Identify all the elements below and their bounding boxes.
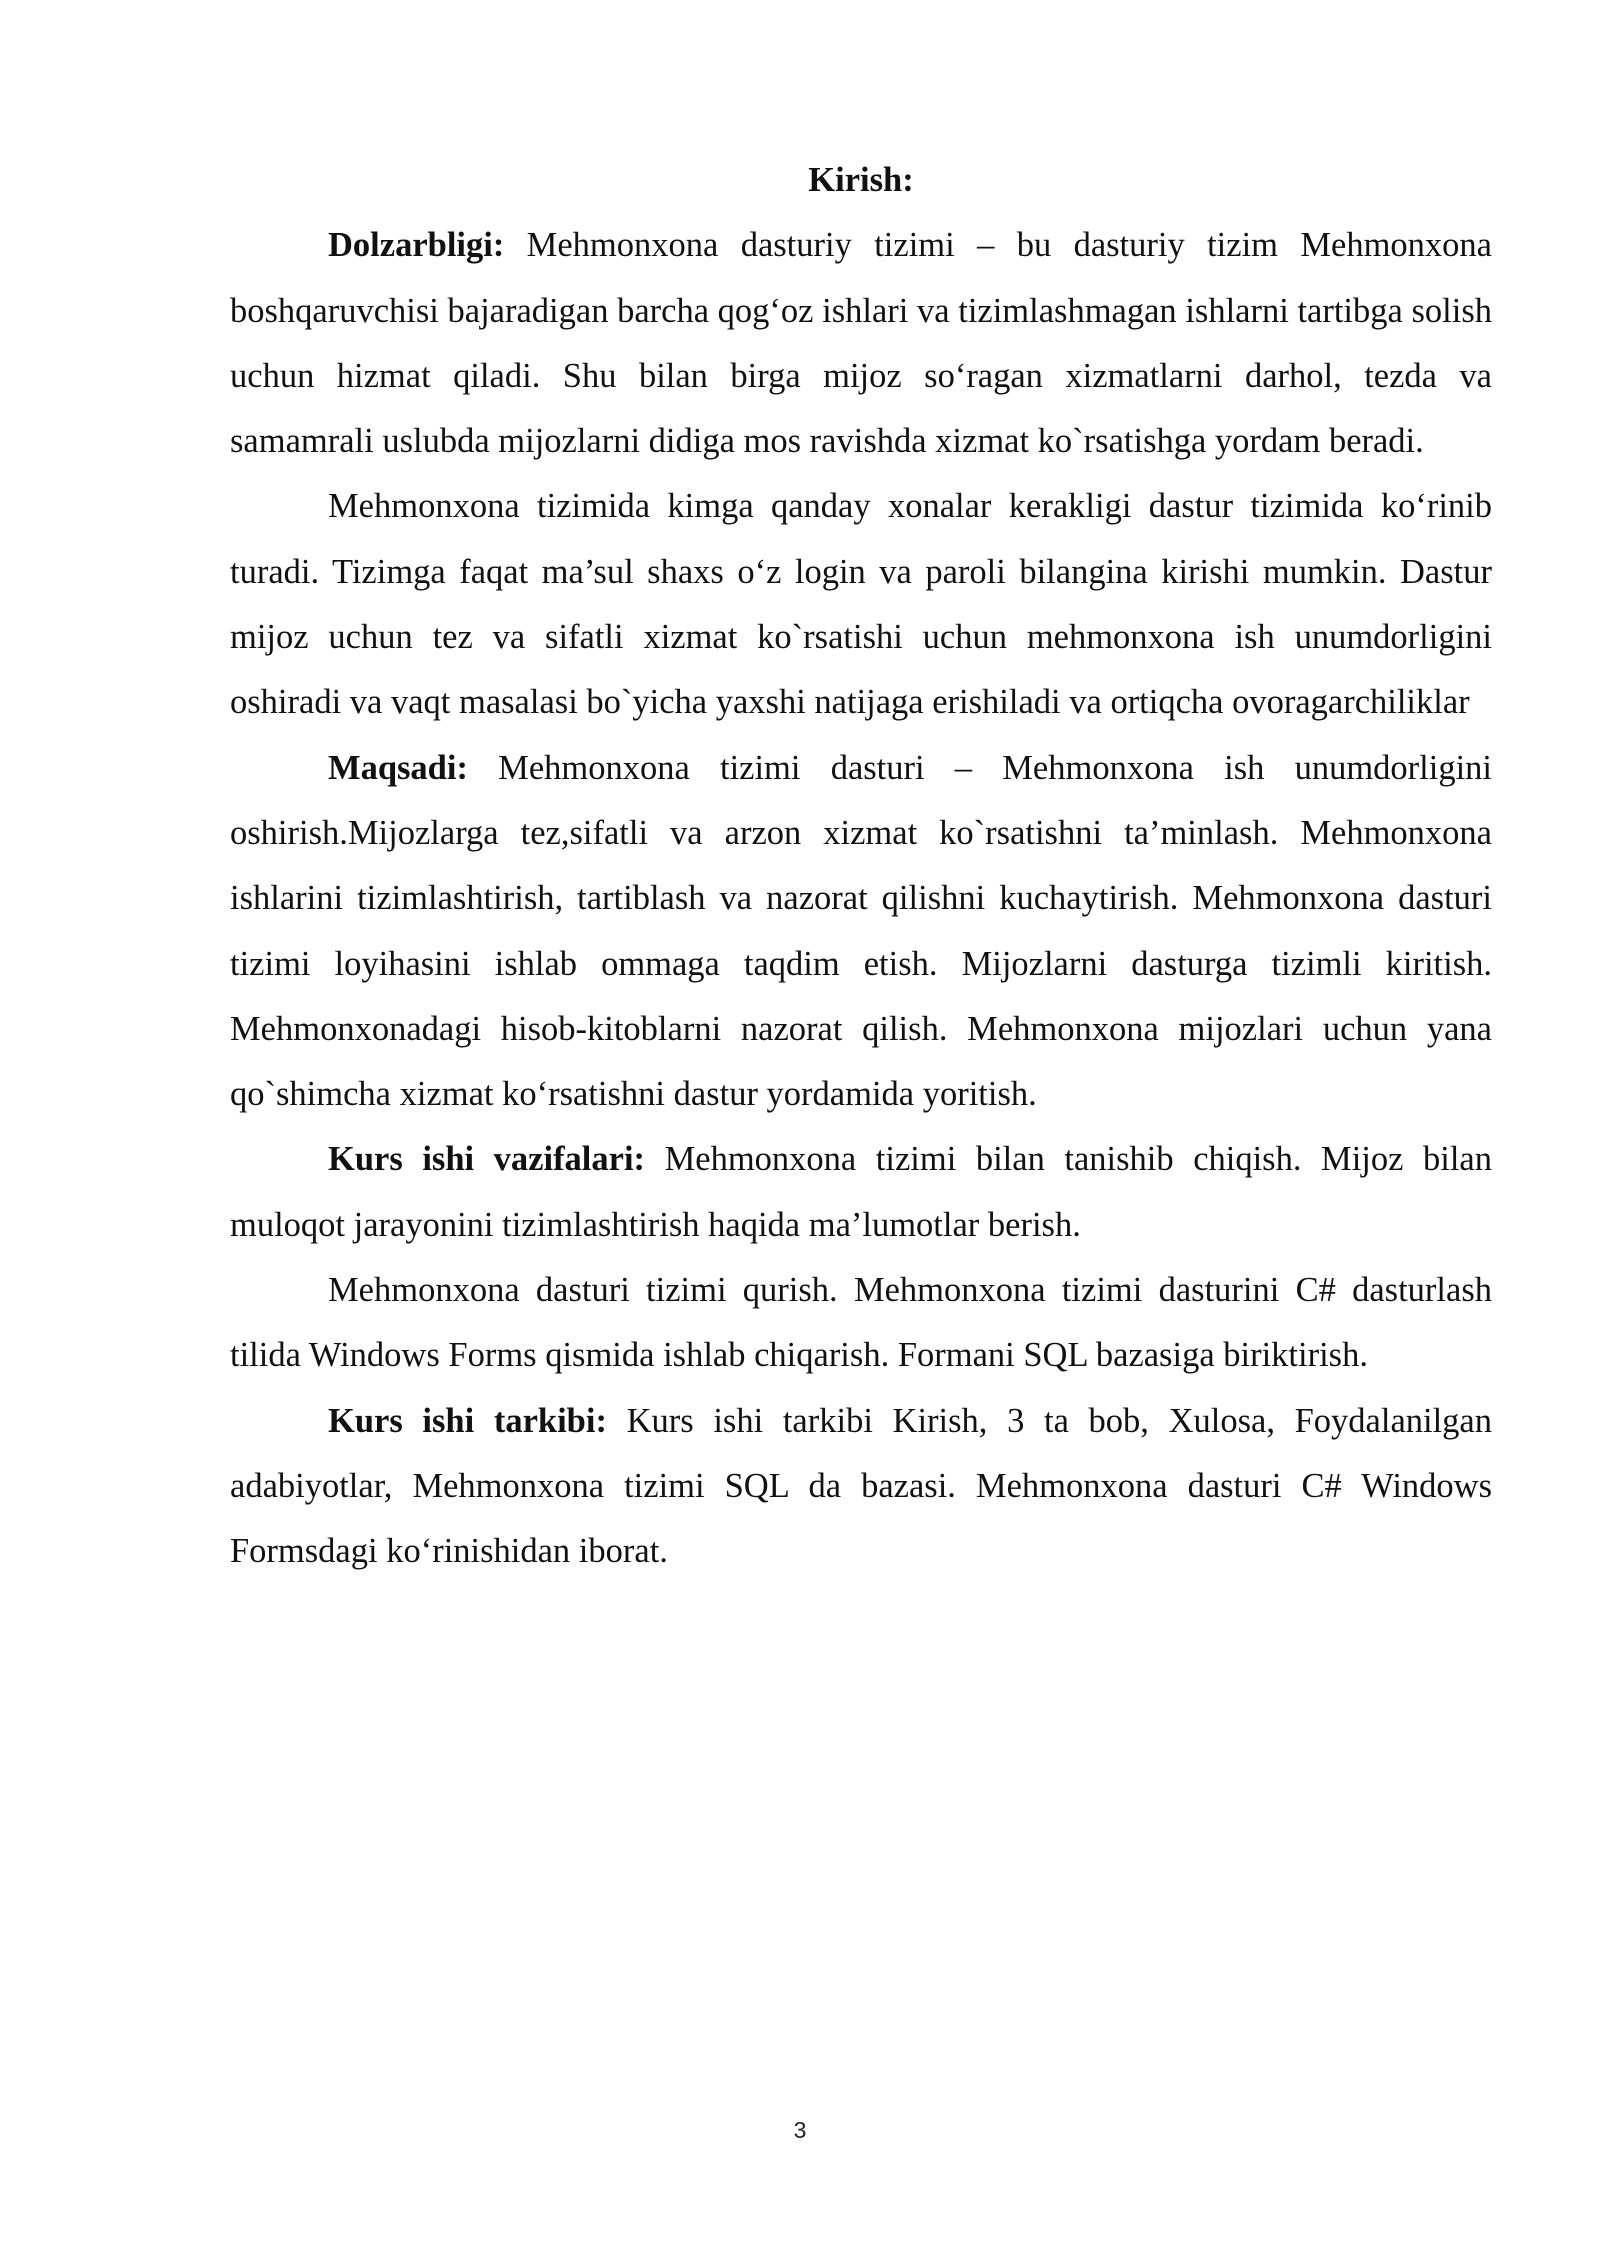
paragraph-lead: Kurs ishi vazifalari: — [328, 1140, 646, 1179]
paragraph-qurish — [230, 1258, 1492, 1389]
paragraph-text: Kurs ishi tarkibi Kirish, 3 ta bob, Xulosa, Foydalanilgan adabiyotlar, Mehmonxona tizimi SQL da bazasi. Mehmonxona dasturi C# Windows Formsdagi ko‘rinishidan iborat. — [230, 1401, 1492, 1571]
paragraph-dolzarbligi — [230, 213, 1492, 474]
paragraph-text: Mehmonxona tizimi bilan tanishib chiqish. Mijoz bilan muloqot jarayonini tizimlashtirish haqida ma’lumotlar berish. — [230, 1140, 1492, 1244]
paragraph-tarkibi — [230, 1389, 1492, 1585]
paragraph-tizim — [230, 474, 1492, 735]
paragraph-maqsadi — [230, 736, 1492, 1128]
paragraph-text: Mehmonxona dasturiy tizimi – bu dasturiy tizim Mehmonxona boshqaruvchisi bajaradigan barcha qog‘oz ishlari va tizimlashmagan ishlarni tartibga solish uchun hizmat qiladi. Shu bilan birga mijoz so‘ragan xizmatlarni darhol, tezda va samamrali uslubda mijozlarni didiga mos ravishda xizmat ko`rsatishga yordam beradi. — [230, 226, 1492, 461]
paragraph-lead: Maqsadi: — [328, 748, 468, 787]
section-heading: Kirish: — [808, 161, 914, 199]
paragraph-vazifalari — [230, 1127, 1492, 1258]
paragraph-lead: Kurs ishi tarkibi: — [328, 1401, 607, 1440]
paragraph-text: Mehmonxona tizimida kimga qanday xonalar kerakligi dastur tizimida ko‘rinib turadi. Tizimga faqat ma’sul shaxs o‘z login va paroli bilangina kirishi mumkin. Dastur mijoz uchun tez va sifatli xizmat ko`rsatishi uchun mehmonxona ish unumdorligini oshiradi va vaqt masalasi bo`yicha yaxshi natijaga erishiladi va ortiqcha ovoragarchiliklar — [230, 487, 1492, 722]
document-body — [230, 148, 1492, 1585]
paragraph-lead: Dolzarbligi: — [328, 226, 505, 265]
page-number: 3 — [793, 2117, 807, 2143]
paragraph-text: Mehmonxona dasturi tizimi qurish. Mehmonxona tizimi dasturini C# dasturlash tilida Windows Forms qismida ishlab chiqarish. Formani SQL bazasiga biriktirish. — [230, 1271, 1492, 1375]
paragraph-text: Mehmonxona tizimi dasturi – Mehmonxona ish unumdorligini oshirish.Mijozlarga tez,sifatli va arzon xizmat ko`rsatishni ta’minlash. Mehmonxona ishlarini tizimlashtirish, tartiblash va nazorat qilishni kuchaytirish. Mehmonxona dasturi tizimi loyihasini ishlab ommaga taqdim etish. Mijozlarni dasturga tizimli kiritish. Mehmonxonadagi hisob-kitoblarni nazorat qilish. Mehmonxona mijozlari uchun yana qo`shimcha xizmat ko‘rsatishni dastur yordamida yoritish. — [230, 748, 1492, 1114]
